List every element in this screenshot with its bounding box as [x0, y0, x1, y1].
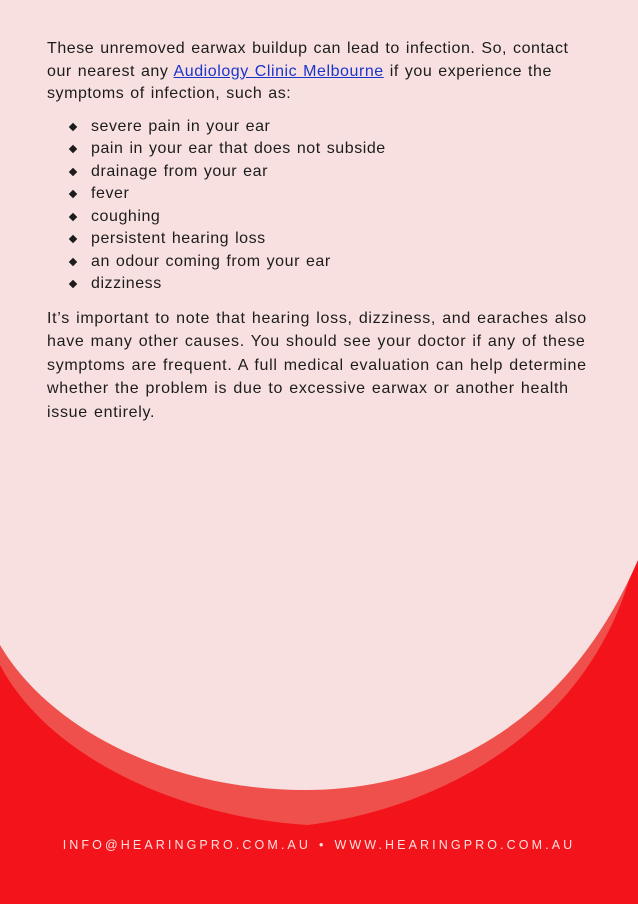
audiology-clinic-link[interactable]: Audiology Clinic Melbourne	[173, 62, 384, 80]
symptom-text: fever	[91, 185, 130, 202]
footer-website[interactable]: WWW.HEARINGPRO.COM.AU	[334, 838, 576, 852]
diamond-bullet-icon	[69, 235, 77, 243]
list-item	[69, 183, 599, 206]
list-item	[69, 161, 599, 184]
list-item	[69, 273, 599, 296]
symptom-text: drainage from your ear	[91, 162, 268, 180]
diamond-bullet-icon	[69, 190, 77, 198]
symptom-text: coughing	[91, 207, 161, 225]
symptom-text: dizziness	[91, 275, 162, 292]
diamond-bullet-icon	[69, 122, 77, 130]
list-item	[69, 206, 599, 229]
closing-paragraph: It’s important to note that hearing loss, dizziness, and earaches also have many other causes. You should see your doctor if any of these symptoms are frequent. A full medical evaluation can help determine whether the problem is due to excessive earwax or another health issue entirely.	[47, 309, 587, 421]
list-item	[69, 251, 599, 274]
article-body	[47, 38, 599, 424]
footer-separator: •	[318, 838, 327, 852]
diamond-bullet-icon	[69, 167, 77, 175]
intro-text-before-link: These unremoved earwax buildup can lead to infection. So, contact our nearest any	[47, 40, 569, 80]
intro-paragraph	[47, 38, 599, 106]
diamond-bullet-icon	[69, 280, 77, 288]
symptom-text: severe pain in your ear	[91, 117, 271, 135]
diamond-bullet-icon	[69, 257, 77, 265]
footer-contact	[0, 838, 638, 852]
diamond-bullet-icon	[69, 212, 77, 220]
list-item	[69, 228, 599, 251]
list-item	[69, 138, 599, 161]
footer-email[interactable]: INFO@HEARINGPRO.COM.AU	[62, 838, 311, 852]
symptom-text: an odour coming from your ear	[91, 252, 331, 270]
diamond-bullet-icon	[69, 145, 77, 153]
symptom-list	[47, 116, 599, 296]
symptom-text: pain in your ear that does not subside	[91, 140, 386, 157]
intro-text-after-link: if you experience the symptoms of infection, such as:	[47, 62, 552, 102]
symptom-text: persistent hearing loss	[91, 230, 266, 247]
list-item	[69, 116, 599, 139]
